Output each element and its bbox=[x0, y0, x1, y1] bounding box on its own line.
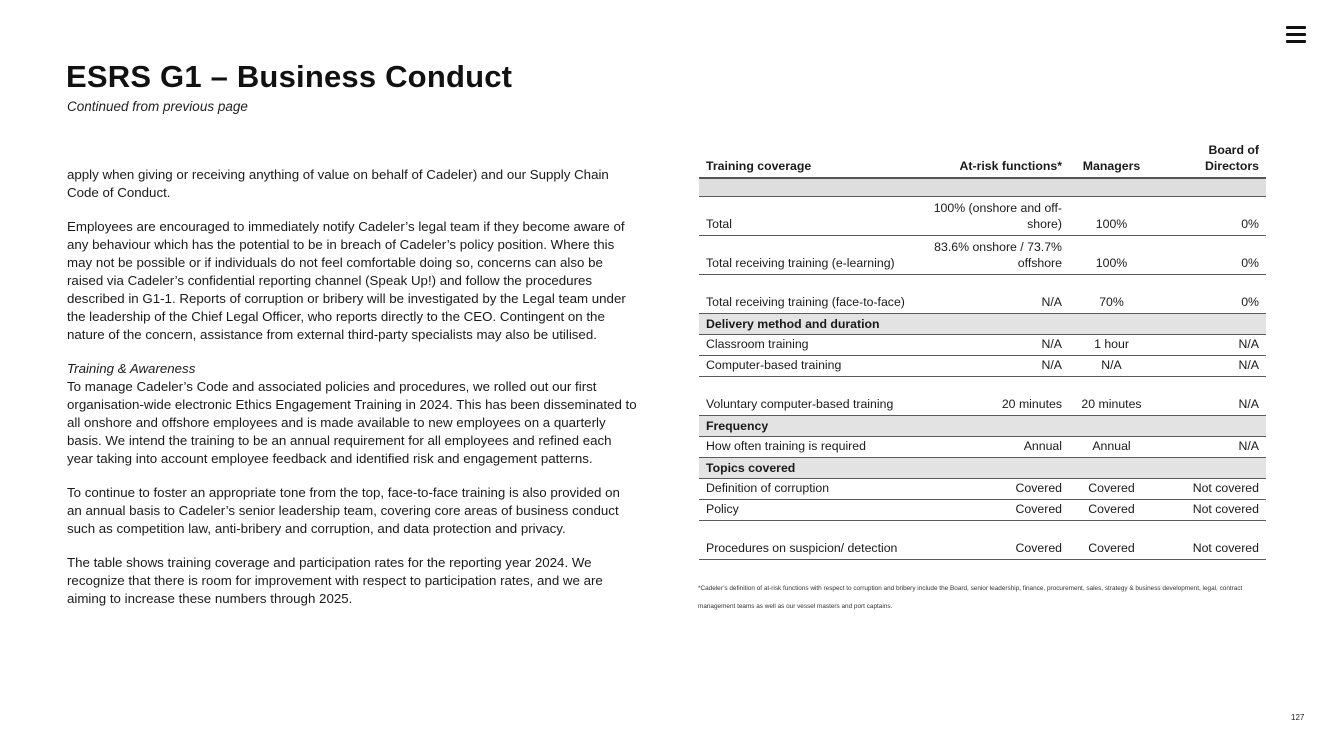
cell-managers: Annual bbox=[1069, 437, 1154, 458]
section-label: Topics covered bbox=[699, 458, 1266, 479]
paragraph-supply-chain: apply when giving or receiving anything of value on behalf of Cadeler) and our Supply Chain Code of Conduct. bbox=[67, 167, 609, 200]
paragraph-reporting: Employees are encouraged to immediately notify Cadeler’s legal team if they become aware of any behaviour which has the potential to be in breach of Cadeler’s policy position. Where this may not be possible or if individuals do not feel comfortable doing so, concerns can also be raised via Cadeler’s confidential reporting channel (Speak Up!) and follow the procedures described in G1-1. Reports of corruption or bribery will be investigated by the Legal team under the leadership of the Chief Legal Officer, who reports directly to the CEO. Contingent on the nature of the concern, assistance from external third-party specialists may also be utilised. bbox=[67, 219, 626, 342]
table-row bbox=[699, 236, 1266, 275]
section-label: Delivery method and duration bbox=[699, 314, 1266, 335]
menu-bar-top bbox=[1286, 26, 1306, 29]
cell-managers: 20 minutes bbox=[1069, 377, 1154, 416]
training-awareness-heading: Training & Awareness bbox=[67, 361, 196, 376]
header-at-risk-functions: At-risk functions* bbox=[919, 140, 1069, 178]
row-label: How often training is required bbox=[699, 437, 919, 458]
cell-at-risk: 100% (onshore and offshore) bbox=[919, 197, 1069, 236]
section-label: Frequency bbox=[699, 416, 1266, 437]
table-footnote: *Cadeler’s definition of at-risk functions with respect to corruption and bribery include the Board, senior leadership, finance, procurement, sales, strategy & business development, legal, contract management teams as well as our vessel masters and port captains. bbox=[698, 585, 1243, 610]
table-row bbox=[699, 335, 1266, 356]
paragraph-tone-from-top: To continue to foster an appropriate tone from the top, face-to-face training is also provided on an annual basis to Cadeler’s senior leadership team, covering core areas of business conduct such as competition law, anti-bribery and corruption, and data protection and privacy. bbox=[67, 485, 620, 536]
cell-at-risk: Covered bbox=[919, 500, 1069, 521]
cell-at-risk: Covered bbox=[919, 521, 1069, 560]
row-label: Voluntary computer-based training bbox=[699, 377, 919, 416]
cell-managers: 1 hour bbox=[1069, 335, 1154, 356]
row-label: Definition of corruption bbox=[699, 479, 919, 500]
cell-at-risk: N/A bbox=[919, 356, 1069, 377]
cell-at-risk: N/A bbox=[919, 335, 1069, 356]
table-row bbox=[699, 437, 1266, 458]
paragraph-training bbox=[67, 360, 637, 468]
cell-board: N/A bbox=[1154, 377, 1266, 416]
cell-board: 0% bbox=[1154, 236, 1266, 275]
row-label: Total bbox=[699, 197, 919, 236]
cell-managers: N/A bbox=[1069, 356, 1154, 377]
body-text-column bbox=[67, 166, 637, 624]
row-label: Total receiving training (face-to-face) bbox=[699, 275, 919, 314]
row-label: Total receiving training (e-learning) bbox=[699, 236, 919, 275]
table-row bbox=[699, 479, 1266, 500]
row-label: Policy bbox=[699, 500, 919, 521]
training-awareness-text: To manage Cadeler’s Code and associated policies and procedures, we rolled out our first organisation-wide electronic Ethics Engagement Training in 2024. This has been disseminated to all onshore and offshore employees and is made available to new employees on a quarterly basis. We intend the training to be an annual requirement for all employees and refined each year taking into account employee feedback and identified risk and engagement patterns. bbox=[67, 379, 637, 466]
training-coverage-table-wrapper bbox=[699, 140, 1266, 560]
cell-managers: 100% bbox=[1069, 197, 1154, 236]
section-row-topics bbox=[699, 458, 1266, 479]
cell-at-risk: N/A bbox=[919, 275, 1069, 314]
cell-at-risk: Covered bbox=[919, 479, 1069, 500]
menu-bar-bottom bbox=[1286, 40, 1306, 43]
table-row bbox=[699, 275, 1266, 314]
cell-at-risk: Annual bbox=[919, 437, 1069, 458]
training-coverage-table bbox=[699, 140, 1266, 560]
cell-board: Not covered bbox=[1154, 521, 1266, 560]
hamburger-menu-icon[interactable] bbox=[1286, 26, 1306, 44]
row-label: Procedures on suspicion/ detection bbox=[699, 521, 919, 560]
header-training-coverage: Training coverage bbox=[699, 140, 919, 178]
table-header-row bbox=[699, 140, 1266, 178]
table-row bbox=[699, 500, 1266, 521]
cell-at-risk: 83.6% onshore / 73.7% offshore bbox=[919, 236, 1069, 275]
page-subtitle: Continued from previous page bbox=[67, 99, 248, 114]
table-row bbox=[699, 377, 1266, 416]
cell-board: N/A bbox=[1154, 437, 1266, 458]
page-title: ESRS G1 – Business Conduct bbox=[66, 59, 513, 94]
cell-board: 0% bbox=[1154, 197, 1266, 236]
cell-managers: Covered bbox=[1069, 521, 1154, 560]
header-managers: Managers bbox=[1069, 140, 1154, 178]
row-label: Computer-based training bbox=[699, 356, 919, 377]
cell-board: 0% bbox=[1154, 275, 1266, 314]
row-label: Classroom training bbox=[699, 335, 919, 356]
table-row bbox=[699, 197, 1266, 236]
table-row bbox=[699, 521, 1266, 560]
cell-managers: Covered bbox=[1069, 500, 1154, 521]
cell-at-risk: 20 minutes bbox=[919, 377, 1069, 416]
cell-board: N/A bbox=[1154, 335, 1266, 356]
cell-managers: Covered bbox=[1069, 479, 1154, 500]
header-board-of-directors: Board of Directors bbox=[1154, 140, 1266, 178]
table-shaded-band bbox=[699, 178, 1266, 197]
cell-board: N/A bbox=[1154, 356, 1266, 377]
table-row bbox=[699, 356, 1266, 377]
cell-board: Not covered bbox=[1154, 500, 1266, 521]
menu-bar-middle bbox=[1286, 33, 1306, 36]
cell-managers: 100% bbox=[1069, 236, 1154, 275]
paragraph-table-intro: The table shows training coverage and participation rates for the reporting year 2024. We recognize that there is room for improvement with respect to participation rates, and we are aiming to increase these numbers through 2025. bbox=[67, 555, 603, 606]
section-row-frequency bbox=[699, 416, 1266, 437]
cell-board: Not covered bbox=[1154, 479, 1266, 500]
page-number: 127 bbox=[1291, 713, 1305, 722]
section-row-delivery bbox=[699, 314, 1266, 335]
cell-managers: 70% bbox=[1069, 275, 1154, 314]
